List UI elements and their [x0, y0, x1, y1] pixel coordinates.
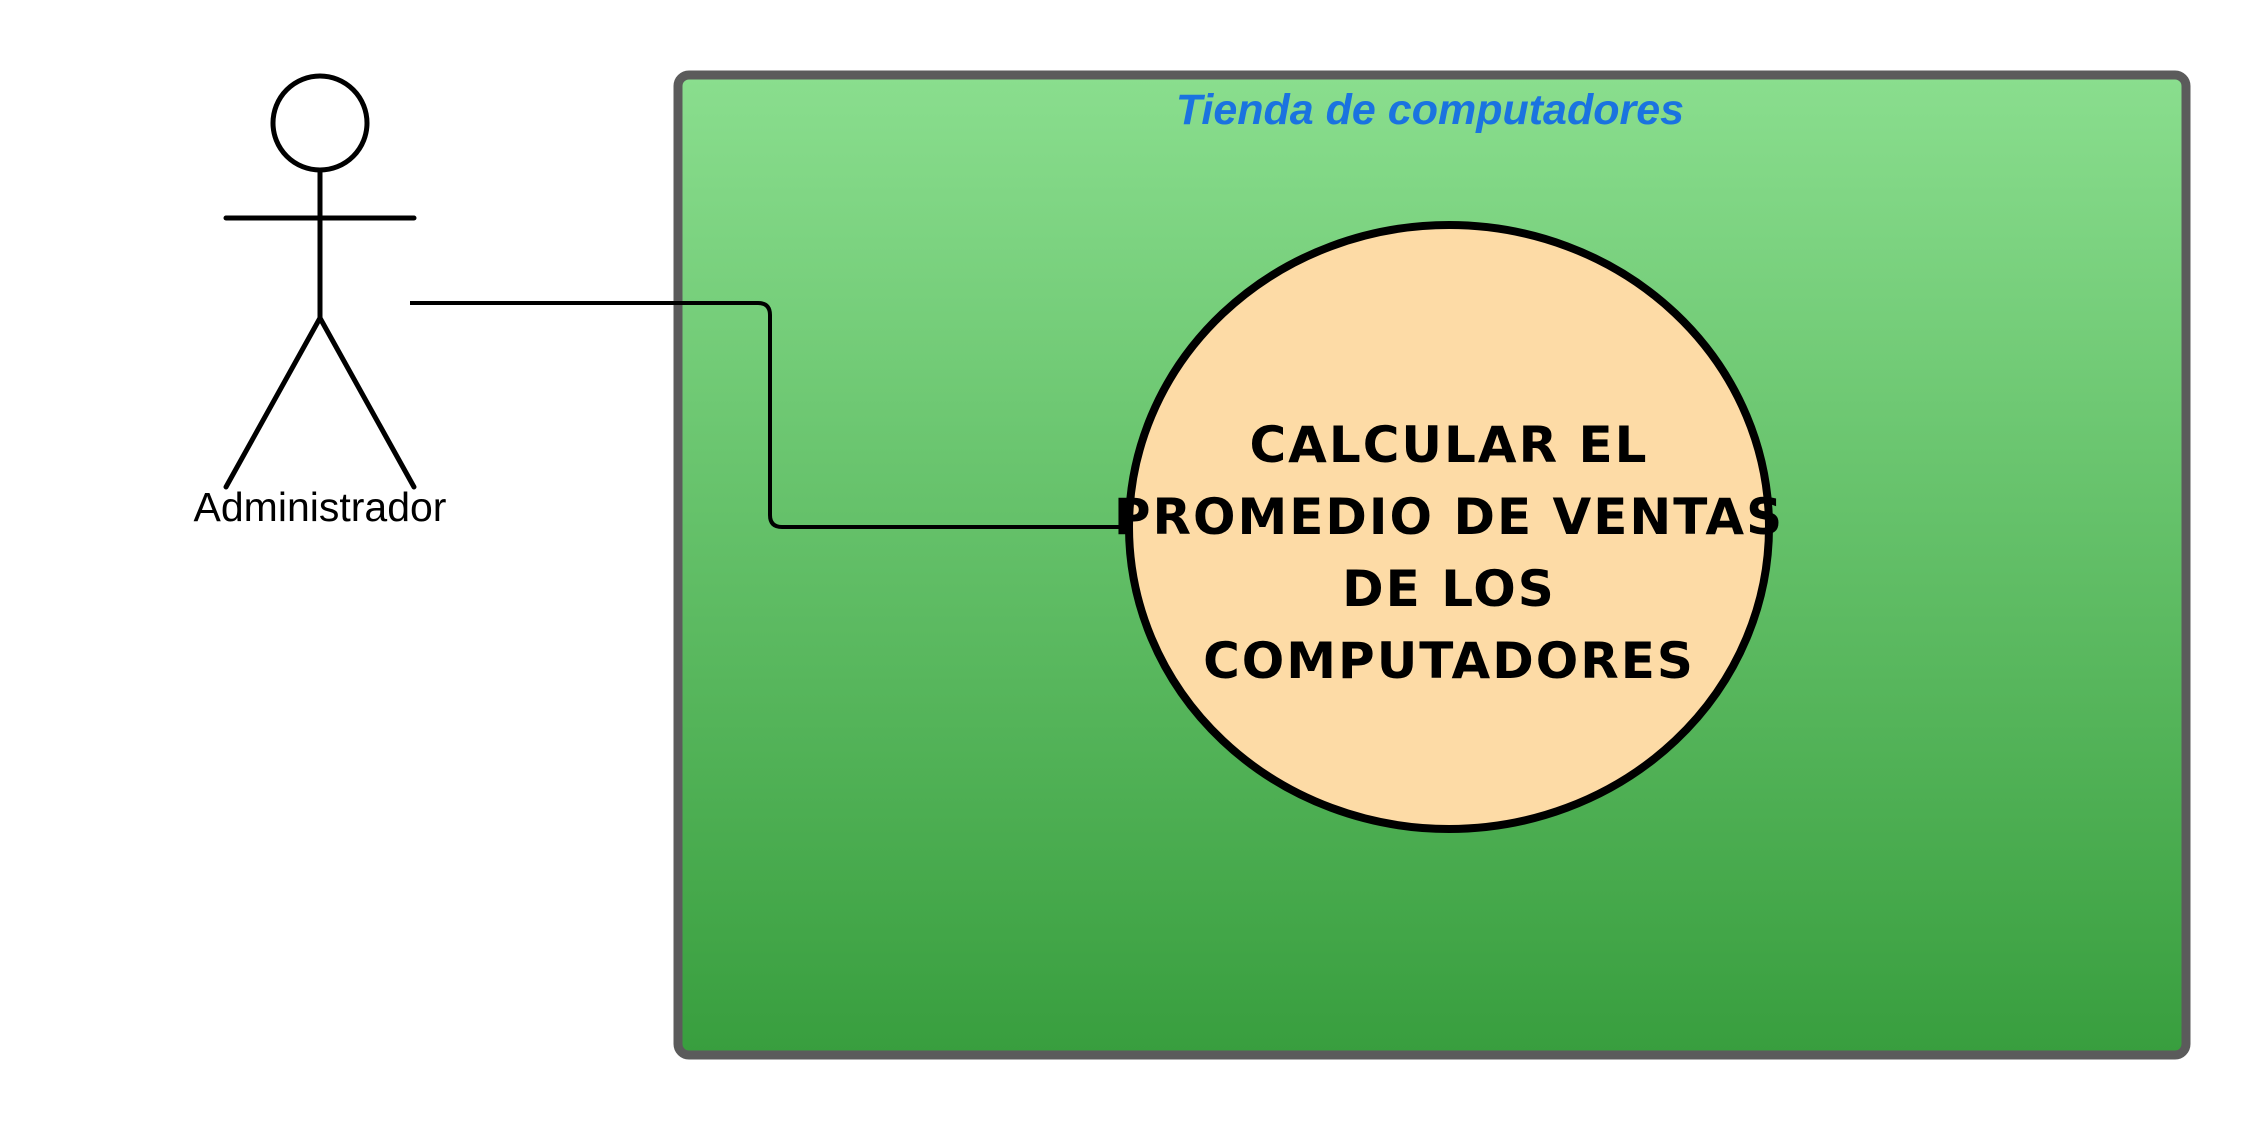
actor-right-leg [320, 318, 414, 487]
actor-head [273, 76, 367, 170]
system-title: Tienda de computadores [1175, 86, 1685, 134]
use-case-line-1: CALCULAR EL [1249, 416, 1649, 474]
use-case-line-4: COMPUTADORES [1203, 632, 1695, 690]
use-case-line-3: DE LOS [1342, 560, 1556, 618]
use-case-line-2: PROMEDIO DE VENTAS [1113, 488, 1785, 546]
actor-left-leg [226, 318, 320, 487]
actor-administrador[interactable] [226, 76, 414, 487]
actor-label: Administrador [193, 484, 447, 530]
